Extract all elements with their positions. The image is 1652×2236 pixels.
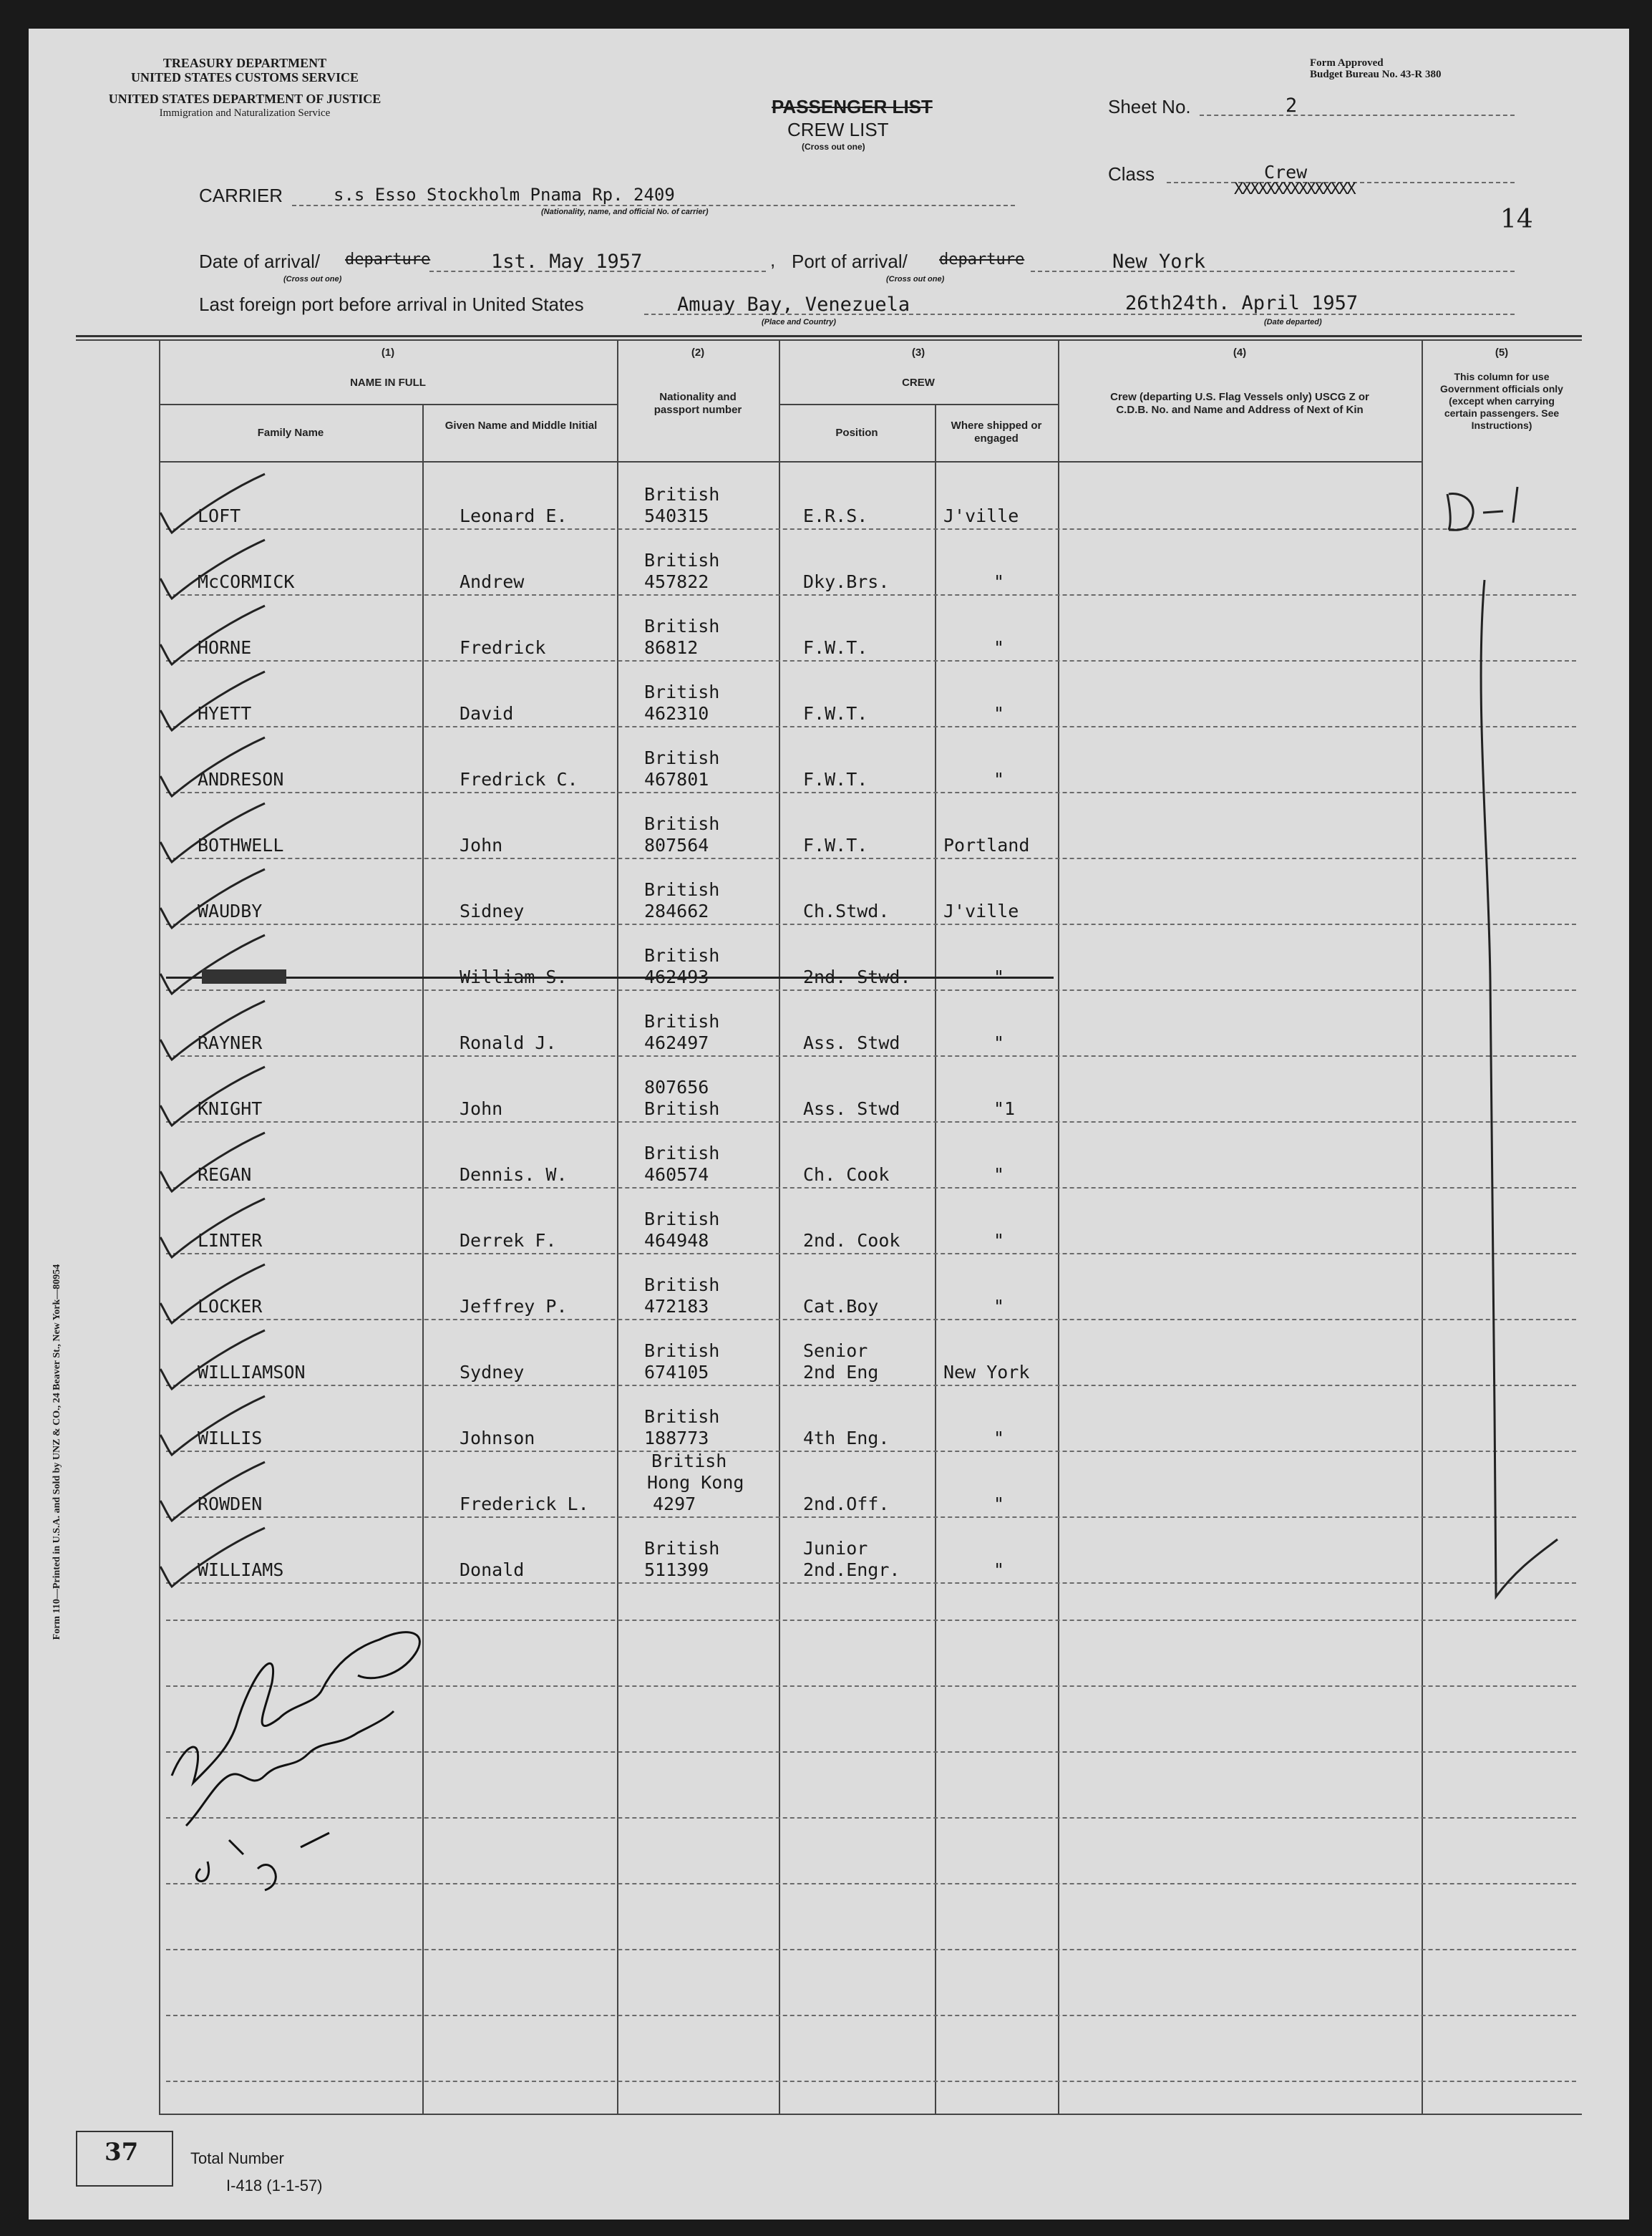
- position-cell: 2nd Eng: [803, 1362, 879, 1383]
- passport-cell: 511399: [644, 1559, 709, 1580]
- nationality-cell: British: [644, 879, 720, 900]
- nationality-cell: British: [644, 1340, 720, 1361]
- given-name-cell: Derrek F.: [460, 1230, 557, 1251]
- treasury-heading: TREASURY DEPARTMENT: [162, 56, 327, 70]
- passport-cell: 284662: [644, 901, 709, 921]
- where-shipped-cell: "1: [993, 1098, 1016, 1119]
- family-name-cell: BOTHWELL: [198, 835, 284, 856]
- nationality-cell: British: [644, 1406, 720, 1427]
- position-line1-cell: Junior: [803, 1538, 868, 1559]
- crew-list-title: CREW LIST: [787, 119, 889, 140]
- col3-number: (3): [911, 347, 925, 359]
- position-cell: Ass. Stwd: [803, 1098, 900, 1119]
- family-name-cell: RAYNER: [198, 1032, 263, 1053]
- col2-title: Nationality and passport number: [653, 391, 742, 416]
- date-caption: (Cross out one): [283, 275, 342, 284]
- family-name-cell: LOCKER: [198, 1296, 263, 1317]
- col4-number: (4): [1233, 347, 1247, 359]
- position-cell: 2nd.Off.: [803, 1494, 890, 1514]
- form-approved: Form Approved: [1310, 57, 1384, 69]
- passport-cell: 807564: [644, 835, 709, 856]
- passport-cell: 460574: [644, 1164, 709, 1185]
- family-name-cell: HYETT: [198, 703, 252, 724]
- given-name-cell: Fredrick C.: [460, 769, 578, 790]
- where-shipped-cell: J'ville: [943, 901, 1019, 921]
- nationality-cell: British: [644, 945, 720, 966]
- nationality-cell: British: [644, 1209, 720, 1229]
- col5-title: This column for use Government officials only (except when carrying certain passengers. See Instructions): [1440, 371, 1563, 431]
- family-name-cell: HORNE: [198, 637, 252, 658]
- passenger-list-crossed: PASSENGER LIST: [772, 96, 933, 117]
- carrier-value: s.s Esso Stockholm Pnama Rp. 2409: [334, 185, 675, 205]
- check-mark-icon: [157, 1065, 286, 1130]
- ins-heading: Immigration and Naturalization Service: [159, 107, 331, 119]
- passport-cell: 462310: [644, 703, 709, 724]
- given-name-cell: Donald: [460, 1559, 525, 1580]
- col2-number: (2): [691, 347, 705, 359]
- form-code: I-418 (1-1-57): [226, 2177, 323, 2194]
- given-name-cell: David: [460, 703, 514, 724]
- nationality-cell: British: [644, 550, 720, 571]
- check-mark-icon: [157, 868, 286, 932]
- official-mark-bracket-icon: [1439, 480, 1582, 1625]
- passport-cell: 464948: [644, 1230, 709, 1251]
- passport-cell: 462493: [644, 967, 709, 987]
- col1-number: (1): [381, 347, 395, 359]
- family-name-cell: WILLIAMS: [198, 1559, 284, 1580]
- check-mark-icon: [157, 1263, 286, 1327]
- handwritten-page-number: 14: [1500, 205, 1533, 234]
- family-name-cell: WILLIS: [198, 1428, 263, 1448]
- last-port-label: Last foreign port before arrival in United States: [199, 294, 584, 315]
- where-shipped-cell: ": [993, 703, 1005, 724]
- position-cell: 2nd. Stwd.: [803, 967, 911, 987]
- given-name-cell: Andrew: [460, 571, 525, 592]
- class-label: Class: [1108, 163, 1155, 185]
- passport-cell: 4297: [653, 1494, 696, 1514]
- side-print: Form 110—Printed in U.S.A. and Sold by UNZ & CO., 24 Beaver St., New York—80954: [52, 1264, 62, 1640]
- check-mark-icon: [157, 538, 286, 603]
- nationality-cell: British: [644, 616, 720, 637]
- where-shipped-cell: ": [993, 1164, 1005, 1185]
- where-shipped-cell: ": [993, 967, 1005, 987]
- total-count: 37: [105, 2138, 139, 2167]
- carrier-label: CARRIER: [199, 185, 283, 206]
- passport-cell: 462497: [644, 1032, 709, 1053]
- check-mark-icon: [157, 604, 286, 669]
- position-cell: Ch.Stwd.: [803, 901, 890, 921]
- date-arrival-value: 1st. May 1957: [491, 251, 643, 273]
- family-name-cell: WAUDBY: [198, 901, 263, 921]
- where-shipped-cell: ": [993, 1296, 1005, 1317]
- col1-title: NAME IN FULL: [350, 377, 426, 389]
- sheet-label: Sheet No.: [1108, 96, 1191, 117]
- passport-cell: 472183: [644, 1296, 709, 1317]
- position-cell: F.W.T.: [803, 703, 868, 724]
- passport-cell: 457822: [644, 571, 709, 592]
- col4-title: Crew (departing U.S. Flag Vessels only) USCG Z or C.D.B. No. and Name and Address of Next of Kin: [1110, 391, 1369, 416]
- nationality-cell: British: [644, 747, 720, 768]
- date-arrival-label: Date of arrival/: [199, 251, 321, 272]
- col-given-name: Given Name and Middle Initial: [444, 420, 598, 432]
- col3-title: CREW: [902, 377, 935, 389]
- where-shipped-cell: Portland: [943, 835, 1030, 856]
- where-shipped-cell: ": [993, 769, 1005, 790]
- family-name-cell: LINTER: [198, 1230, 263, 1251]
- family-name-cell: ROWDEN: [198, 1494, 263, 1514]
- where-shipped-cell: New York: [943, 1362, 1030, 1383]
- family-name-cell: LOFT: [198, 505, 241, 526]
- given-name-cell: Ronald J.: [460, 1032, 557, 1053]
- check-mark-icon: [157, 934, 286, 998]
- given-name-cell: John: [460, 1098, 503, 1119]
- last-port-caption: (Place and Country): [762, 318, 836, 326]
- crossed-out-name: [202, 969, 286, 984]
- family-name-cell: McCORMICK: [198, 571, 295, 592]
- carrier-caption: (Nationality, name, and official No. of carrier): [541, 208, 709, 216]
- family-name-cell: WILLIAMSON: [198, 1362, 306, 1383]
- family-name-cell: KNIGHT: [198, 1098, 263, 1119]
- port-departure-crossed: departure: [939, 251, 1025, 268]
- budget-bureau: Budget Bureau No. 43-R 380: [1310, 69, 1442, 80]
- col-where-shipped: Where shipped or engaged: [951, 420, 1042, 445]
- date-departed-caption: (Date departed): [1264, 318, 1322, 326]
- last-port-value: Amuay Bay, Venezuela: [677, 294, 910, 316]
- family-name-cell: REGAN: [198, 1164, 252, 1185]
- check-mark-icon: [157, 1329, 286, 1393]
- where-shipped-cell: ": [993, 1032, 1005, 1053]
- where-shipped-cell: ": [993, 637, 1005, 658]
- cross-out-caption: (Cross out one): [802, 142, 865, 152]
- sheet-number: 2: [1286, 95, 1298, 117]
- nationality-cell: British: [644, 484, 720, 505]
- class-crossed: XXXXXXXXXXXXXXX: [1234, 180, 1355, 198]
- given-name-cell: Johnson: [460, 1428, 535, 1448]
- port-caption: (Cross out one): [886, 275, 945, 284]
- given-name-cell: John: [460, 835, 503, 856]
- check-mark-icon: [157, 1000, 286, 1064]
- position-cell: Dky.Brs.: [803, 571, 890, 592]
- family-name-cell: ANDRESON: [198, 769, 284, 790]
- check-mark-icon: [157, 670, 286, 735]
- given-name-cell: Dennis. W.: [460, 1164, 568, 1185]
- total-label: Total Number: [190, 2149, 284, 2167]
- customs-heading: UNITED STATES CUSTOMS SERVICE: [131, 70, 359, 84]
- col5-number: (5): [1495, 347, 1509, 359]
- given-name-cell: Frederick L.: [460, 1494, 589, 1514]
- passport-cell: British: [644, 1098, 720, 1119]
- position-cell: Ch. Cook: [803, 1164, 890, 1185]
- inspector-signature-icon: [143, 1597, 472, 1897]
- nationality-cell: 807656: [644, 1077, 709, 1098]
- class-value: Crew: [1264, 162, 1308, 183]
- passport-cell: 188773: [644, 1428, 709, 1448]
- given-name-cell: Leonard E.: [460, 505, 568, 526]
- position-cell: Cat.Boy: [803, 1296, 879, 1317]
- nationality-cell: British: [644, 813, 720, 834]
- given-name-cell: Fredrick: [460, 637, 546, 658]
- position-cell: F.W.T.: [803, 769, 868, 790]
- passport-cell: 540315: [644, 505, 709, 526]
- nationality-cell: British: [644, 1274, 720, 1295]
- passport-cell: 674105: [644, 1362, 709, 1383]
- given-name-cell: Jeffrey P.: [460, 1296, 568, 1317]
- nationality-cell: British: [644, 1538, 720, 1559]
- port-arrival-value: New York: [1112, 251, 1206, 273]
- passport-cell: 467801: [644, 769, 709, 790]
- position-cell: Ass. Stwd: [803, 1032, 900, 1053]
- position-cell: 4th Eng.: [803, 1428, 890, 1448]
- position-cell: E.R.S.: [803, 505, 868, 526]
- check-mark-icon: [157, 1526, 286, 1591]
- given-name-cell: Sidney: [460, 901, 525, 921]
- nationality-cell: British: [644, 1143, 720, 1163]
- given-name-cell: Sydney: [460, 1362, 525, 1383]
- justice-heading: UNITED STATES DEPARTMENT OF JUSTICE: [108, 92, 382, 106]
- col-family-name: Family Name: [257, 427, 324, 439]
- check-mark-icon: [157, 802, 286, 866]
- where-shipped-cell: ": [993, 571, 1005, 592]
- where-shipped-cell: ": [993, 1559, 1005, 1580]
- port-arrival-label: Port of arrival/: [792, 251, 908, 272]
- date-departure-crossed: departure: [345, 251, 431, 268]
- check-mark-icon: [157, 736, 286, 800]
- passport-cell: 86812: [644, 637, 699, 658]
- where-shipped-cell: ": [993, 1230, 1005, 1251]
- position-cell: 2nd. Cook: [803, 1230, 900, 1251]
- check-mark-icon: [157, 1461, 286, 1525]
- check-mark-icon: [157, 1395, 286, 1459]
- where-shipped-cell: ": [993, 1494, 1005, 1514]
- check-mark-icon: [157, 1131, 286, 1196]
- check-mark-icon: [157, 473, 286, 537]
- nationality-extra-cell: Hong Kong: [647, 1472, 744, 1493]
- nationality-cell: British: [644, 1011, 720, 1032]
- given-name-cell: William S.: [460, 967, 568, 987]
- check-mark-icon: [157, 1197, 286, 1262]
- nationality-cell: British: [644, 682, 720, 702]
- where-shipped-cell: ": [993, 1428, 1005, 1448]
- position-cell: 2nd.Engr.: [803, 1559, 900, 1580]
- nationality-cell: British: [651, 1451, 727, 1471]
- col-position: Position: [835, 427, 878, 439]
- date-departed-value: 26th24th. April 1957: [1125, 292, 1359, 314]
- where-shipped-cell: J'ville: [943, 505, 1019, 526]
- position-cell: F.W.T.: [803, 637, 868, 658]
- position-line1-cell: Senior: [803, 1340, 868, 1361]
- position-cell: F.W.T.: [803, 835, 868, 856]
